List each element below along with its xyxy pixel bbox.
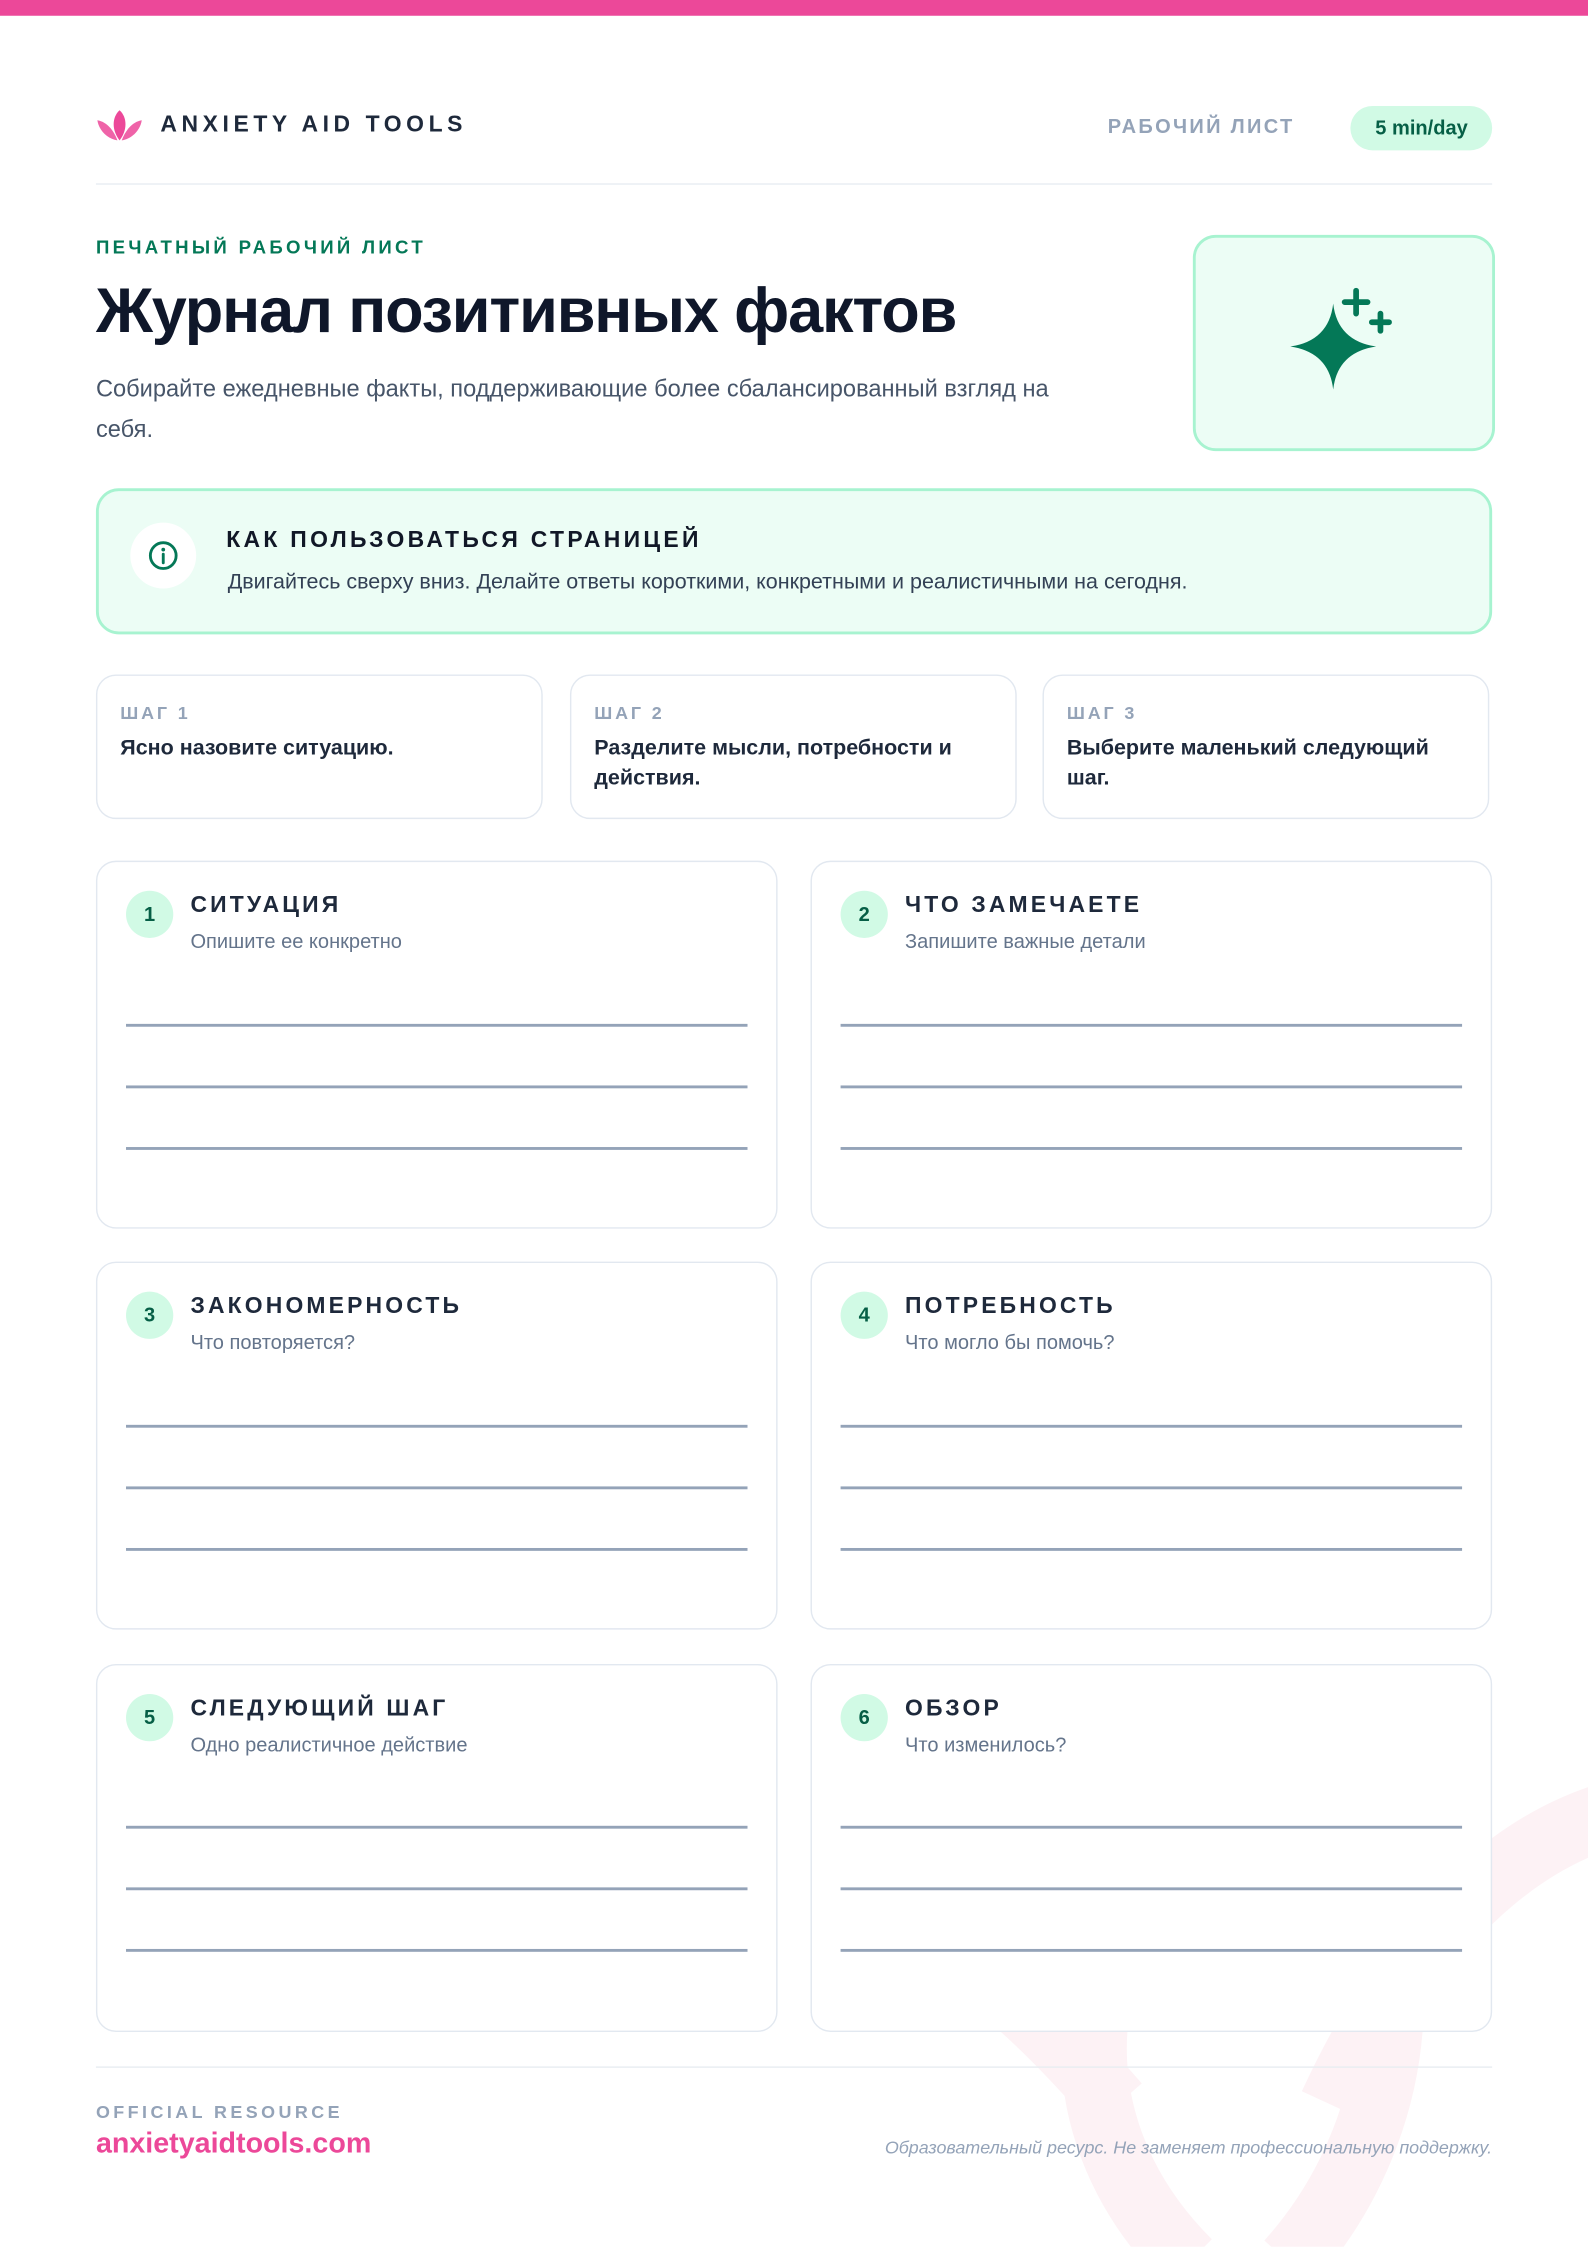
writing-line[interactable] — [841, 1486, 1462, 1488]
prompt-card-need — [811, 1262, 1493, 1630]
step-label: ШАГ 3 — [1066, 703, 1138, 724]
time-badge: 5 min/day — [1351, 106, 1492, 150]
writing-line[interactable] — [841, 1949, 1462, 1951]
card-title: ПОТРЕБНОСТЬ — [905, 1294, 1116, 1319]
step-card — [96, 674, 543, 819]
footer-disclaimer: Образовательный ресурс. Не заменяет профессиональную поддержку. — [884, 2137, 1493, 2159]
prompt-card-situation — [96, 861, 778, 1229]
card-number: 5 — [126, 1694, 173, 1741]
how-to-title: КАК ПОЛЬЗОВАТЬСЯ СТРАНИЦЕЙ — [226, 528, 702, 553]
footer-website-link[interactable]: anxietyaidtools.com — [95, 2127, 372, 2160]
card-subtitle: Что повторяется? — [190, 1330, 356, 1354]
writing-line[interactable] — [126, 1887, 747, 1889]
writing-line[interactable] — [126, 1024, 747, 1026]
page-subtitle: Собирайте ежедневные факты, поддерживающие более сбалансированный взгляд на себя. — [95, 376, 1049, 443]
lotus-icon — [96, 109, 143, 143]
writing-line[interactable] — [841, 1887, 1462, 1889]
writing-line[interactable] — [841, 1147, 1462, 1149]
hero-icon-box — [1193, 235, 1495, 451]
writing-line[interactable] — [841, 1085, 1462, 1087]
page-header — [96, 97, 1492, 160]
step-card — [1042, 674, 1489, 819]
writing-line[interactable] — [841, 1826, 1462, 1828]
card-subtitle: Что изменилось? — [905, 1732, 1067, 1756]
top-accent-bar — [0, 0, 1588, 16]
step-label: ШАГ 2 — [594, 703, 665, 724]
sparkle-icon — [1287, 286, 1402, 401]
card-title: СИТУАЦИЯ — [190, 893, 342, 918]
writing-line[interactable] — [126, 1147, 747, 1149]
card-subtitle: Что могло бы помочь? — [905, 1330, 1115, 1354]
card-title: ЗАКОНОМЕРНОСТЬ — [190, 1294, 463, 1319]
step-text: Разделите мысли, потребности и действия. — [594, 736, 952, 791]
writing-line[interactable] — [841, 1425, 1462, 1427]
page-title: Журнал позитивных фактов — [95, 276, 957, 347]
hero-kicker: ПЕЧАТНЫЙ РАБОЧИЙ ЛИСТ — [95, 236, 426, 258]
writing-line[interactable] — [126, 1949, 747, 1951]
card-number: 2 — [841, 891, 888, 938]
prompt-card-notice — [811, 861, 1493, 1229]
header-divider — [96, 183, 1492, 184]
card-number: 6 — [841, 1694, 888, 1741]
brand-name: ANXIETY AID TOOLS — [160, 113, 468, 138]
how-to-callout — [96, 488, 1492, 634]
writing-line[interactable] — [841, 1548, 1462, 1550]
card-subtitle: Опишите ее конкретно — [190, 929, 402, 953]
card-number: 1 — [126, 891, 173, 938]
card-subtitle: Одно реалистичное действие — [190, 1732, 468, 1756]
card-title: ОБЗОР — [905, 1696, 1002, 1722]
writing-line[interactable] — [126, 1085, 747, 1087]
card-number: 3 — [126, 1292, 173, 1339]
how-to-text: Двигайтесь сверху вниз. Делайте ответы короткими, конкретными и реалистичными на сегодня. — [227, 569, 1188, 595]
writing-line[interactable] — [841, 1024, 1462, 1026]
step-card — [570, 674, 1017, 819]
prompt-card-next-step — [96, 1664, 778, 2032]
writing-line[interactable] — [126, 1548, 747, 1550]
footer-kicker: OFFICIAL RESOURCE — [95, 2102, 344, 2123]
card-title: СЛЕДУЮЩИЙ ШАГ — [190, 1696, 449, 1722]
worksheet-label: РАБОЧИЙ ЛИСТ — [1107, 114, 1295, 138]
info-icon — [130, 523, 196, 589]
footer-divider — [96, 2066, 1492, 2067]
step-text: Выберите маленький следующий шаг. — [1066, 736, 1429, 791]
prompt-card-review — [811, 1664, 1493, 2032]
brand — [96, 109, 467, 143]
card-title: ЧТО ЗАМЕЧАЕТЕ — [905, 893, 1143, 918]
card-number: 4 — [841, 1292, 888, 1339]
writing-line[interactable] — [126, 1826, 747, 1828]
step-text: Ясно назовите ситуацию. — [120, 736, 394, 761]
writing-line[interactable] — [126, 1425, 747, 1427]
writing-line[interactable] — [126, 1486, 747, 1488]
step-label: ШАГ 1 — [120, 703, 191, 724]
prompt-card-pattern — [96, 1262, 778, 1630]
card-subtitle: Запишите важные детали — [905, 929, 1146, 953]
